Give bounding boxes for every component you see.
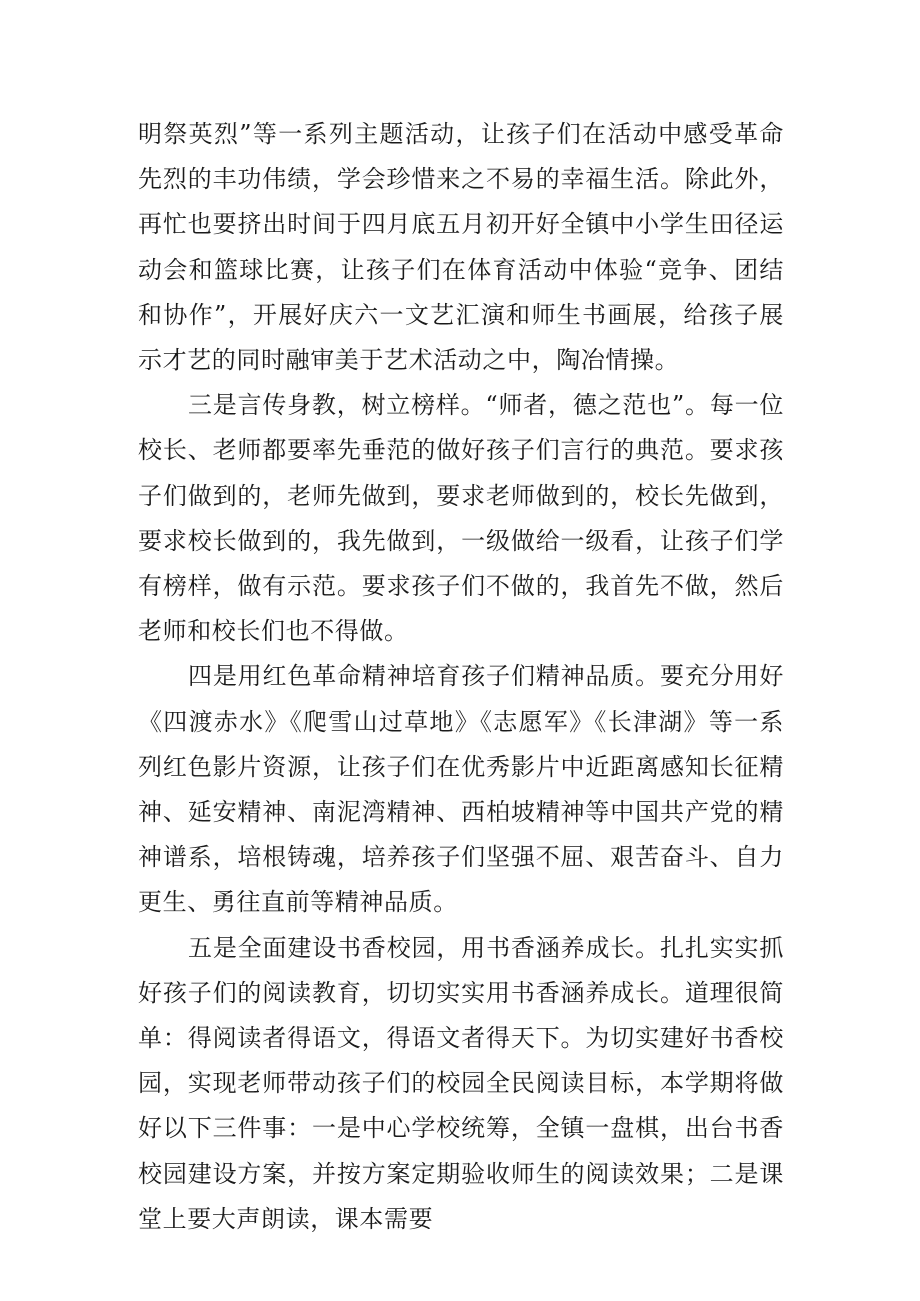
paragraph-1: 明祭英烈”等一系列主题活动，让孩子们在活动中感受革命先烈的丰功伟绩，学会珍惜来之不易的幸福生活。除此外，再忙也要挤出时间于四月底五月初开好全镇中小学生田径运动会和篮球比赛，让孩子们在体育活动中体验“竞争、团结和协作”，开展好庆六一文艺汇演和师生书画展，给孩子展示才艺的同时融审美于艺术活动之中，陶冶情操。 bbox=[138, 120, 784, 375]
paragraph-3: 四是用红色革命精神培育孩子们精神品质。要充分用好《四渡赤水》《爬雪山过草地》《志愿军》《长津湖》等一系列红色影片资源，让孩子们在优秀影片中近距离感知长征精神、延安精神、南泥湾精神、西柏坡精神等中国共产党的精神谱系，培根铸魂，培养孩子们坚强不屈、艰苦奋斗、自力更生、勇往直前等精神品质。 bbox=[138, 662, 784, 917]
document-body bbox=[138, 112, 784, 1242]
paragraph-2: 三是言传身教，树立榜样。“师者，德之范也”。每一位校长、老师都要率先垂范的做好孩子们言行的典范。要求孩子们做到的，老师先做到，要求老师做到的，校长先做到，要求校长做到的，我先做到，一级做给一级看，让孩子们学有榜样，做有示范。要求孩子们不做的，我首先不做，然后老师和校长们也不得做。 bbox=[138, 391, 784, 646]
paragraph-4: 五是全面建设书香校园，用书香涵养成长。扎扎实实抓好孩子们的阅读教育，切切实实用书香涵养成长。道理很简单：得阅读者得语文，得语文者得天下。为切实建好书香校园，实现老师带动孩子们的校园全民阅读目标，本学期将做好以下三件事：一是中心学校统筹，全镇一盘棋，出台书香校园建设方案，并按方案定期验收师生的阅读效果；二是课堂上要大声朗读，课本需要 bbox=[138, 933, 784, 1233]
